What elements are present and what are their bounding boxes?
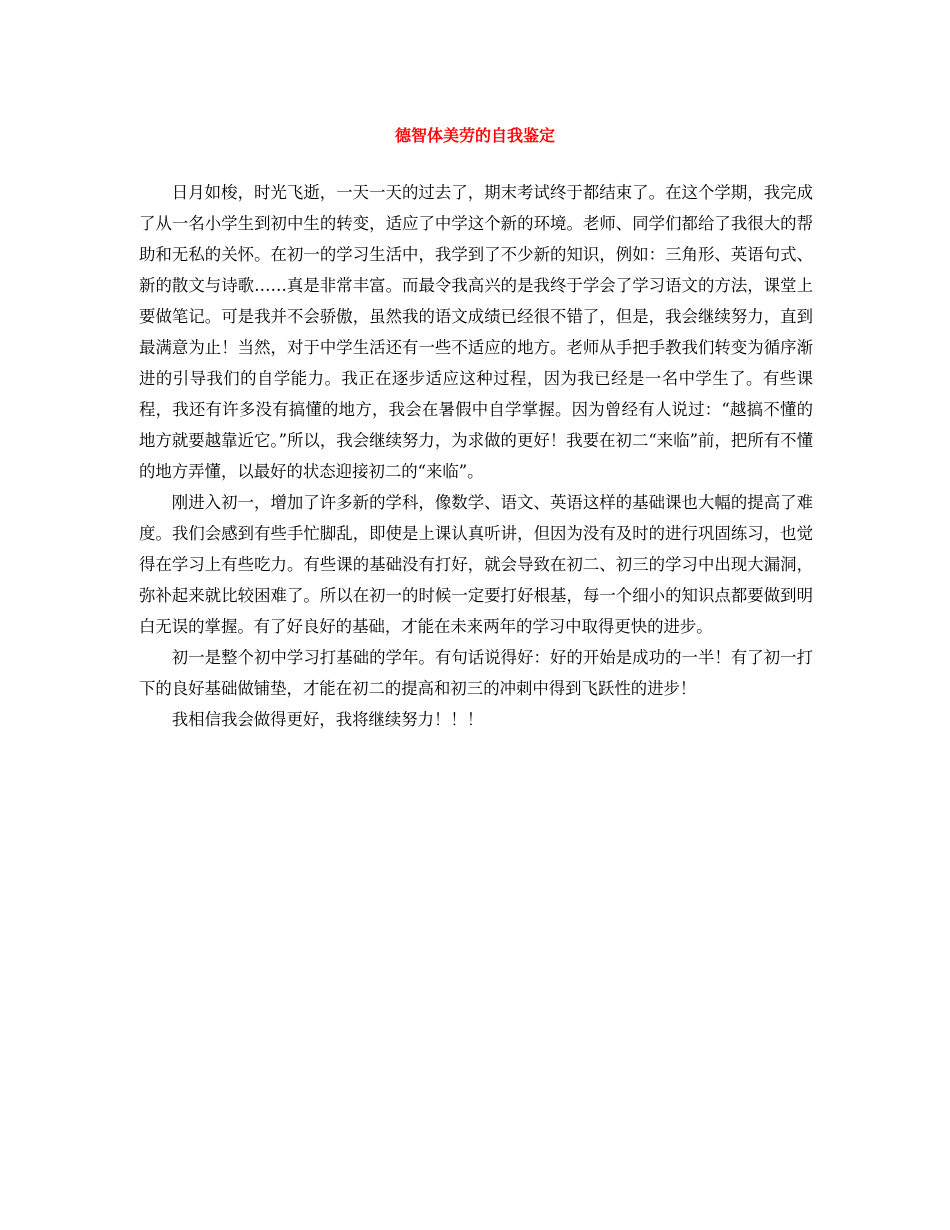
paragraph-2: 刚进入初一，增加了许多新的学科，像数学、语文、英语这样的基础课也大幅的提高了难度。我们会感到有些手忙脚乱，即使是上课认真听讲，但因为没有及时的进行巩固练习，也觉得在学习上有些吃力。有些课的基础没有打好，就会导致在初二、初三的学习中出现大漏洞，弥补起来就比较困难了。所以在初一的时候一定要打好根基，每一个细小的知识点都要做到明白无误的掌握。有了好良好的基础，才能在未来两年的学习中取得更快的进步。 xyxy=(139,493,813,636)
paragraph-4: 我相信我会做得更好，我将继续努力！！！ xyxy=(171,710,484,729)
document-body xyxy=(139,177,813,735)
document-title: 德智体美劳的自我鉴定 xyxy=(394,126,555,145)
paragraph-1: 日月如梭，时光飞逝，一天一天的过去了，期末考试终于都结束了。在这个学期，我完成了从一名小学生到初中生的转变，适应了中学这个新的环境。老师、同学们都给了我很大的帮助和无私的关怀。在初一的学习生活中，我学到了不少新的知识，例如：三角形、英语句式、新的散文与诗歌……真是非常丰富。而最令我高兴的是我终于学会了学习语文的方法，课堂上要做笔记。可是我并不会骄傲，虽然我的语文成绩已经很不错了，但是，我会继续努力，直到最满意为止！当然，对于中学生活还有一些不适应的地方。老师从手把手教我们转变为循序渐进的引导我们的自学能力。我正在逐步适应这种过程，因为我已经是一名中学生了。有些课程，我还有许多没有搞懂的地方，我会在暑假中自学掌握。因为曾经有人说过：“越搞不懂的地方就要越靠近它。”所以，我会继续努力，为求做的更好！我要在初二“来临”前，把所有不懂的地方弄懂，以最好的状态迎接初二的“来临”。 xyxy=(139,183,813,481)
paragraph-3: 初一是整个初中学习打基础的学年。有句话说得好：好的开始是成功的一半！有了初一打下的良好基础做铺垫，才能在初二的提高和初三的冲刺中得到飞跃性的进步！ xyxy=(139,648,813,698)
